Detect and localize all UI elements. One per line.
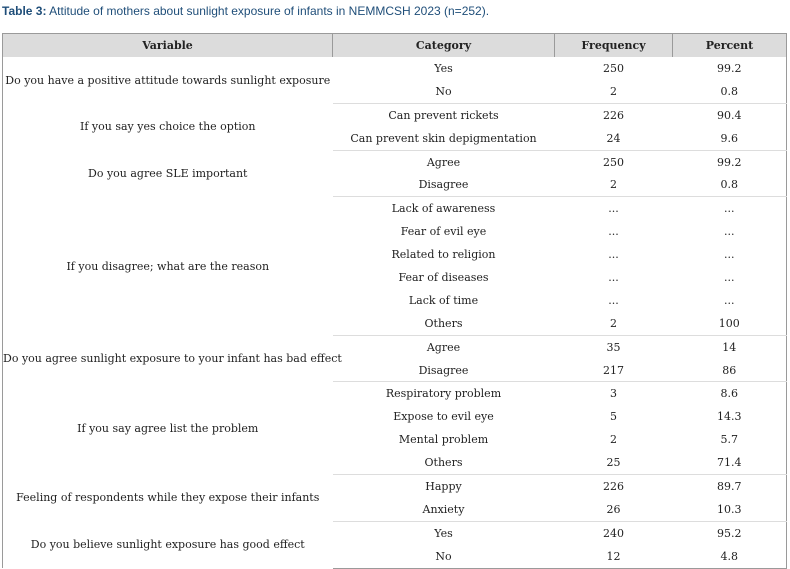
percent-cell: 71.4	[673, 451, 787, 474]
frequency-cell: ...	[608, 248, 619, 262]
table-caption-text: Attitude of mothers about sunlight exposure of infants in NEMMCSH 2023 (n=252).	[49, 4, 490, 18]
percent-cell: ...	[673, 243, 787, 266]
frequency-cell: 3	[610, 387, 617, 401]
table-row	[3, 57, 787, 80]
category-cell: Fear of diseases	[398, 270, 489, 284]
category-cell: Yes	[434, 526, 453, 540]
category-cell: Happy	[425, 479, 462, 493]
frequency-cell: ...	[608, 225, 619, 239]
frequency-cell: 35	[606, 340, 621, 354]
category-cell: Mental problem	[398, 433, 489, 447]
frequency-cell: 26	[555, 498, 673, 521]
variable-cell: Do you believe sunlight exposure has good effect	[3, 521, 333, 568]
frequency-cell: 12	[555, 545, 673, 568]
header-category: Category	[333, 34, 555, 58]
category-cell: Respiratory problem	[385, 387, 502, 401]
variable-cell: Do you agree SLE important	[3, 150, 333, 197]
frequency-cell: 2	[555, 173, 673, 196]
category-cell: No	[333, 80, 555, 103]
percent-cell: 99.2	[673, 57, 787, 80]
frequency-cell: ...	[608, 293, 619, 307]
category-cell: Fear of evil eye	[400, 225, 487, 239]
percent-cell: 9.6	[673, 127, 787, 150]
category-cell: Lack of awareness	[391, 202, 496, 216]
category-cell: Others	[333, 451, 555, 474]
frequency-cell: 24	[555, 127, 673, 150]
percent-cell: 10.3	[673, 498, 787, 521]
category-cell: Agree	[426, 340, 461, 354]
variable-cell: If you say yes choice the option	[3, 103, 333, 150]
frequency-cell: 2	[610, 433, 617, 447]
category-cell: Yes	[434, 61, 453, 75]
header-percent: Percent	[673, 34, 787, 58]
category-cell: Others	[333, 312, 555, 335]
table-row	[3, 335, 787, 358]
frequency-cell: 2	[555, 80, 673, 103]
variable-cell: Do you have a positive attitude towards sunlight exposure	[3, 57, 333, 103]
header-variable: Variable	[3, 34, 333, 58]
percent-cell: 90.4	[673, 103, 787, 126]
table-body	[3, 57, 787, 568]
frequency-cell: 5	[610, 410, 617, 424]
category-cell: Related to religion	[391, 248, 496, 262]
percent-cell: 8.6	[673, 382, 787, 405]
table-caption-label: Table 3:	[2, 4, 47, 18]
percent-cell: ...	[673, 266, 787, 289]
percent-cell: 4.8	[673, 545, 787, 568]
variable-cell: Feeling of respondents while they expose their infants	[3, 475, 333, 522]
attitude-table	[2, 33, 787, 569]
percent-cell: 100	[673, 312, 787, 335]
variable-cell: If you disagree; what are the reason	[3, 197, 333, 335]
table-row	[3, 382, 787, 405]
table-row	[3, 475, 787, 498]
frequency-cell: ...	[608, 202, 619, 216]
percent-cell: 0.8	[673, 80, 787, 103]
table-row	[3, 197, 787, 220]
header-frequency: Frequency	[555, 34, 673, 58]
category-cell: Expose to evil eye	[393, 410, 494, 424]
category-cell: Can prevent rickets	[388, 108, 499, 122]
percent-cell: ...	[673, 197, 787, 220]
category-cell: Can prevent skin depigmentation	[333, 127, 555, 150]
frequency-cell: 240	[603, 526, 624, 540]
category-cell: No	[333, 545, 555, 568]
category-cell: Disagree	[333, 173, 555, 196]
table-row	[3, 150, 787, 173]
frequency-cell: 25	[555, 451, 673, 474]
frequency-cell: 250	[603, 155, 624, 169]
percent-cell: 0.8	[673, 173, 787, 196]
category-cell: Lack of time	[408, 293, 479, 307]
variable-cell: Do you agree sunlight exposure to your infant has bad effect	[3, 335, 333, 382]
table-caption	[2, 4, 788, 18]
frequency-cell: 250	[603, 61, 624, 75]
frequency-cell: ...	[608, 270, 619, 284]
percent-cell: 86	[673, 359, 787, 382]
variable-cell: If you say agree list the problem	[3, 382, 333, 475]
table-row	[3, 521, 787, 544]
percent-cell: ...	[673, 220, 787, 243]
percent-cell: 99.2	[673, 150, 787, 173]
frequency-cell: 226	[603, 479, 624, 493]
frequency-cell: 226	[603, 108, 624, 122]
percent-cell: ...	[673, 289, 787, 312]
category-cell: Agree	[426, 155, 461, 169]
frequency-cell: 217	[555, 359, 673, 382]
percent-cell: 95.2	[673, 521, 787, 544]
percent-cell: 5.7	[673, 428, 787, 451]
percent-cell: 14.3	[673, 405, 787, 428]
table-row	[3, 103, 787, 126]
category-cell: Disagree	[333, 359, 555, 382]
percent-cell: 89.7	[673, 475, 787, 498]
table-header-row	[3, 34, 787, 58]
percent-cell: 14	[673, 335, 787, 358]
frequency-cell: 2	[555, 312, 673, 335]
category-cell: Anxiety	[333, 498, 555, 521]
